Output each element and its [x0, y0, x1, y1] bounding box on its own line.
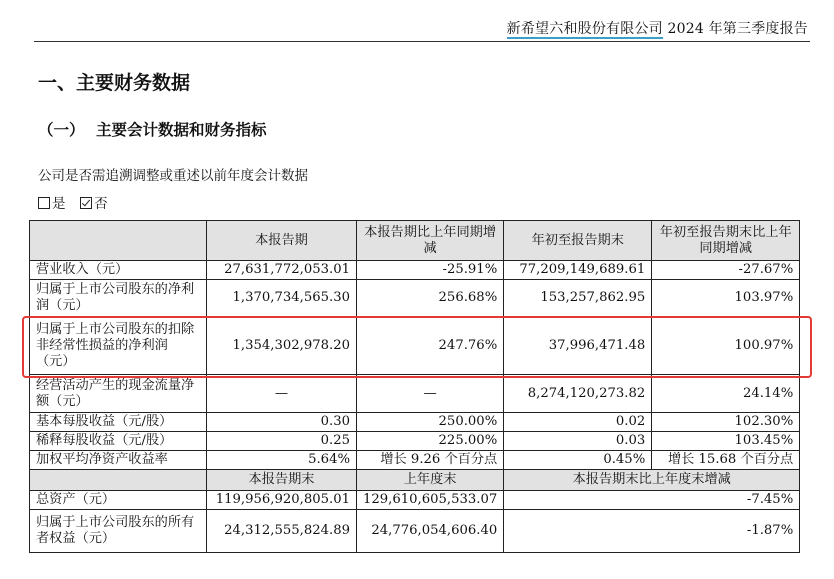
- header-cell: [30, 470, 207, 491]
- header-cell: 本报告期末比上年度末增减: [504, 470, 800, 491]
- cell-value: 24.14%: [652, 375, 800, 413]
- cell-value: 0.25: [207, 432, 357, 451]
- cell-value: 153,257,862.95: [504, 280, 652, 317]
- cell-value: 27,631,772,053.01: [207, 261, 357, 280]
- row-label: 营业收入（元）: [30, 261, 207, 280]
- table-row: [30, 280, 800, 317]
- subsection-number: （一）: [38, 121, 85, 139]
- row-label: 总资产（元）: [30, 491, 207, 510]
- unchecked-box-icon: [38, 197, 50, 209]
- cell-value: 1,370,734,565.30: [207, 280, 357, 317]
- header-cell: 上年度末: [357, 470, 504, 491]
- cell-value: 8,274,120,273.82: [504, 375, 652, 413]
- financial-table: [29, 220, 800, 553]
- cell-value: 24,776,054,606.40: [357, 510, 504, 553]
- header-cell: 本报告期末: [207, 470, 357, 491]
- cell-value: —: [207, 375, 357, 413]
- row-label: 基本每股收益（元/股）: [30, 413, 207, 432]
- table-header-row-2: [30, 470, 800, 491]
- cell-value: 增长 15.68 个百分点: [652, 451, 800, 470]
- header-cell: [30, 221, 207, 261]
- row-label: 归属于上市公司股东的净利润（元）: [30, 280, 207, 317]
- report-name: 2024 年第三季度报告: [662, 21, 808, 37]
- table-row: [30, 375, 800, 413]
- option-no: 否: [94, 196, 108, 212]
- row-label: 稀释每股收益（元/股）: [30, 432, 207, 451]
- table-row-highlighted: [30, 317, 800, 375]
- subsection-text: 主要会计数据和财务指标: [96, 121, 267, 139]
- table-row: [30, 491, 800, 510]
- cell-value: 1,354,302,978.20: [207, 317, 357, 375]
- cell-value: 37,996,471.48: [504, 317, 652, 375]
- cell-value: 77,209,149,689.61: [504, 261, 652, 280]
- header-cell: 本报告期比上年同期增减: [357, 221, 504, 261]
- header-cell: 本报告期: [207, 221, 357, 261]
- table-row: [30, 261, 800, 280]
- cell-value: 0.30: [207, 413, 357, 432]
- cell-value: 增长 9.26 个百分点: [357, 451, 504, 470]
- header-cell: 年初至报告期末: [504, 221, 652, 261]
- option-yes: 是: [52, 196, 66, 212]
- cell-value: -27.67%: [652, 261, 800, 280]
- row-label: 归属于上市公司股东的所有者权益（元）: [30, 510, 207, 553]
- cell-value: 119,956,920,805.01: [207, 491, 357, 510]
- cell-value: 250.00%: [357, 413, 504, 432]
- cell-value: 129,610,605,533.07: [357, 491, 504, 510]
- table-row: [30, 432, 800, 451]
- restate-question: 公司是否需追溯调整或重述以前年度会计数据: [38, 168, 308, 184]
- cell-value: 0.02: [504, 413, 652, 432]
- cell-value: 5.64%: [207, 451, 357, 470]
- cell-value: -7.45%: [504, 491, 800, 510]
- cell-value: 0.45%: [504, 451, 652, 470]
- row-label: 经营活动产生的现金流量净额（元）: [30, 375, 207, 413]
- header-cell: 年初至报告期末比上年同期增减: [652, 221, 800, 261]
- header-rule: [34, 41, 810, 42]
- cell-value: 256.68%: [357, 280, 504, 317]
- cell-value: 225.00%: [357, 432, 504, 451]
- page-header: [507, 18, 808, 38]
- row-label: 归属于上市公司股东的扣除非经常性损益的净利润（元）: [30, 317, 207, 375]
- cell-value: 100.97%: [652, 317, 800, 375]
- cell-value: -25.91%: [357, 261, 504, 280]
- cell-value: 0.03: [504, 432, 652, 451]
- subsection-title: [38, 118, 267, 140]
- cell-value: 102.30%: [652, 413, 800, 432]
- row-label: 加权平均净资产收益率: [30, 451, 207, 470]
- restate-choice: [38, 192, 108, 212]
- company-name: 新希望六和股份有限公司: [506, 21, 663, 37]
- cell-value: 24,312,555,824.89: [207, 510, 357, 553]
- cell-value: 103.97%: [652, 280, 800, 317]
- cell-value: 247.76%: [357, 317, 504, 375]
- table-row: [30, 413, 800, 432]
- checked-box-icon: [80, 197, 92, 209]
- cell-value: 103.45%: [652, 432, 800, 451]
- table-row: [30, 510, 800, 553]
- cell-value: —: [357, 375, 504, 413]
- section-title: 一、主要财务数据: [38, 72, 191, 94]
- cell-value: -1.87%: [504, 510, 800, 553]
- table-row: [30, 451, 800, 470]
- table-header-row: [30, 221, 800, 261]
